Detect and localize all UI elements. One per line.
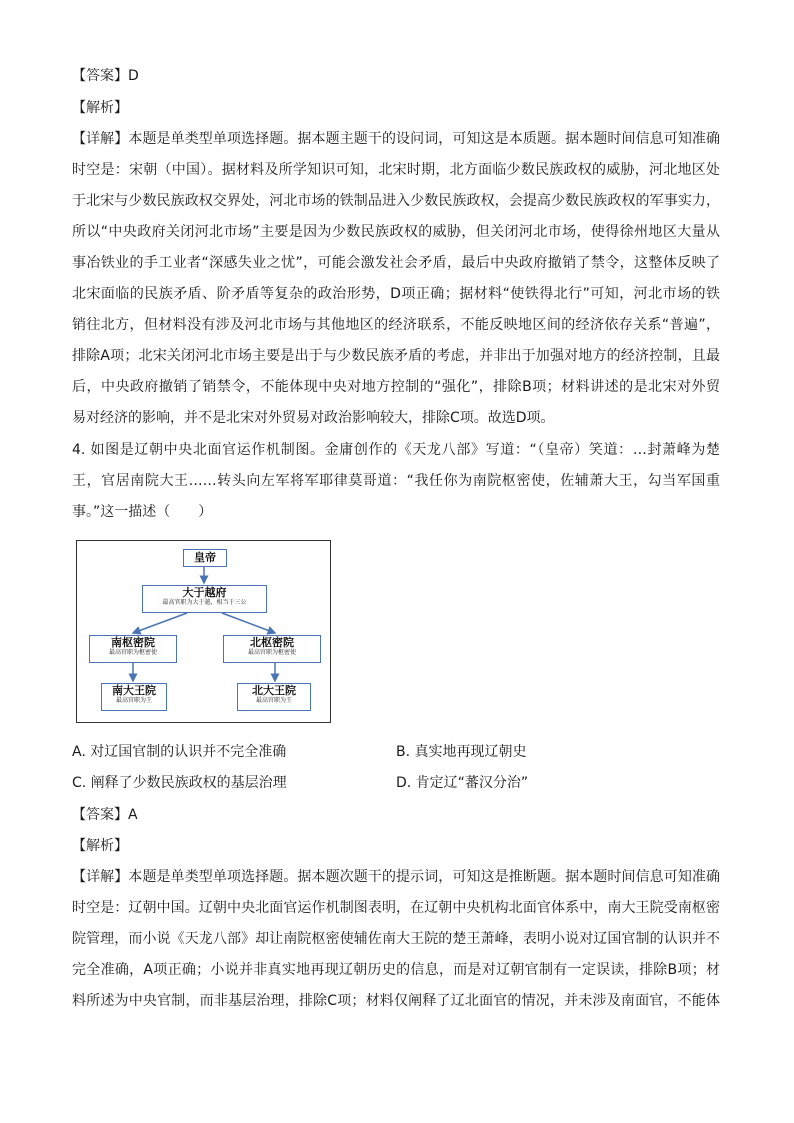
q3-analysis-line: 于北宋与少数民族政权交界处，河北市场的铁制品进入少数民族政权，会提高少数民族政权的军事实力， — [72, 193, 720, 209]
q3-analysis-line: 排除A项；北宋关闭河北市场主要是出于与少数民族矛盾的考虑，并非出于加强对地方的经济控制，且最 — [72, 348, 720, 364]
option-a: A. 对辽国官制的认识并不完全准确 — [72, 744, 287, 760]
north-privy-council-subtitle: 最高官职为枢密使 — [247, 649, 296, 656]
dayu-yue-office-title: 大于越府 — [182, 586, 227, 599]
south-king-office-box — [101, 683, 167, 711]
q4-answer: 【答案】A — [72, 807, 138, 823]
q3-analysis-line: 【详解】本题是单类型单项选择题。据本题主题干的设问词，可知这是本质题。据本题时间信息可知准确 — [72, 131, 720, 147]
dayu-yue-office-subtitle: 最高官职为大于越，相当于三公 — [162, 599, 247, 606]
north-privy-council-title: 北枢密院 — [250, 636, 294, 649]
south-privy-council-title: 南枢密院 — [111, 636, 155, 649]
q4-analysis-line: 完全准确，A项正确；小说并非真实地再现辽朝历史的信息，而是对辽朝官制有一定误读，排除B项；材 — [72, 962, 720, 978]
option-c: C. 阐释了少数民族政权的基层治理 — [72, 775, 287, 791]
north-king-office-box — [237, 683, 311, 711]
q4-analysis-line: 院管理，而小说《天龙八部》却让南院枢密使辅佐南大王院的楚王萧峰，表明小说对辽国官制的认识并不 — [72, 931, 720, 947]
north-king-office-subtitle: 最高官职为王 — [255, 697, 292, 704]
north-king-office-title: 北大王院 — [252, 684, 296, 697]
south-king-office-title: 南大王院 — [112, 684, 156, 697]
south-king-office-subtitle: 最高官职为王 — [115, 697, 152, 704]
q3-analysis-line: 事冶铁业的手工业者“深感失业之忧”，可能会激发社会矛盾，最后中央政府撤销了禁令，这整体反映了 — [72, 255, 720, 271]
q3-answer: 【答案】D — [72, 68, 139, 84]
emperor-box — [183, 549, 227, 567]
q3-analysis-line: 时空是：宋朝（中国）。据材料及所学知识可知，北宋时期，北方面临少数民族政权的威胁，河北地区处 — [72, 162, 720, 178]
q3-analysis-label: 【解析】 — [72, 100, 128, 116]
q4-stem-line: 王，官居南院大王……转头向左军将军耶律莫哥道：“我任你为南院枢密使，佐辅萧大王，勾当军国重 — [72, 473, 720, 489]
liao-official-system-diagram — [76, 540, 331, 723]
q4-analysis-line: 时空是：辽朝中国。辽朝中央北面官运作机制图表明，在辽朝中央机构北面官体系中，南大王院受南枢密 — [72, 900, 720, 916]
dayu-yue-office-box — [142, 585, 267, 613]
q3-analysis-line: 销往北方，但材料没有涉及河北市场与其他地区的经济联系，不能反映地区间的经济依存关系“普遍”， — [72, 317, 720, 333]
option-d: D. 肯定辽“蕃汉分治” — [396, 775, 529, 791]
q3-analysis-line: 后，中央政府撤销了销禁令，不能体现中央对地方控制的“强化”，排除B项；材料讲述的是北宋对外贸 — [72, 379, 720, 395]
q3-analysis-line: 北宋面临的民族矛盾、阶矛盾等复杂的政治形势，D项正确；据材料“使铁得北行”可知，河北市场的铁 — [72, 286, 720, 302]
south-privy-council-subtitle: 最高官职为枢密使 — [108, 649, 157, 656]
q4-analysis-line: 料所述为中央官制，而非基层治理，排除C项；材料仅阐释了辽北面官的情况，并未涉及南面官，不能体 — [72, 993, 720, 1009]
q4-analysis-line: 【详解】本题是单类型单项选择题。据本题次题干的提示词，可知这是推断题。据本题时间信息可知准确 — [72, 869, 720, 885]
option-b: B. 真实地再现辽朝史 — [396, 744, 527, 760]
q4-analysis-label: 【解析】 — [72, 838, 128, 854]
q4-stem-line: 事。”这一描述（ ） — [72, 504, 213, 520]
q4-stem-line: 4. 如图是辽朝中央北面官运作机制图。金庸创作的《天龙八部》写道：“（皇帝）笑道：…封萧峰为楚 — [72, 442, 720, 458]
south-privy-council-box — [89, 635, 177, 663]
q3-analysis-line: 易对经济的影响，并不是北宋对外贸易对政治影响较大，排除C项。故选D项。 — [72, 410, 555, 426]
q3-analysis-line: 所以“中央政府关闭河北市场”主要是因为少数民族政权的威胁，但关闭河北市场，使得徐州地区大量从 — [72, 224, 720, 240]
emperor-label: 皇帝 — [194, 551, 216, 564]
north-privy-council-box — [223, 635, 321, 663]
